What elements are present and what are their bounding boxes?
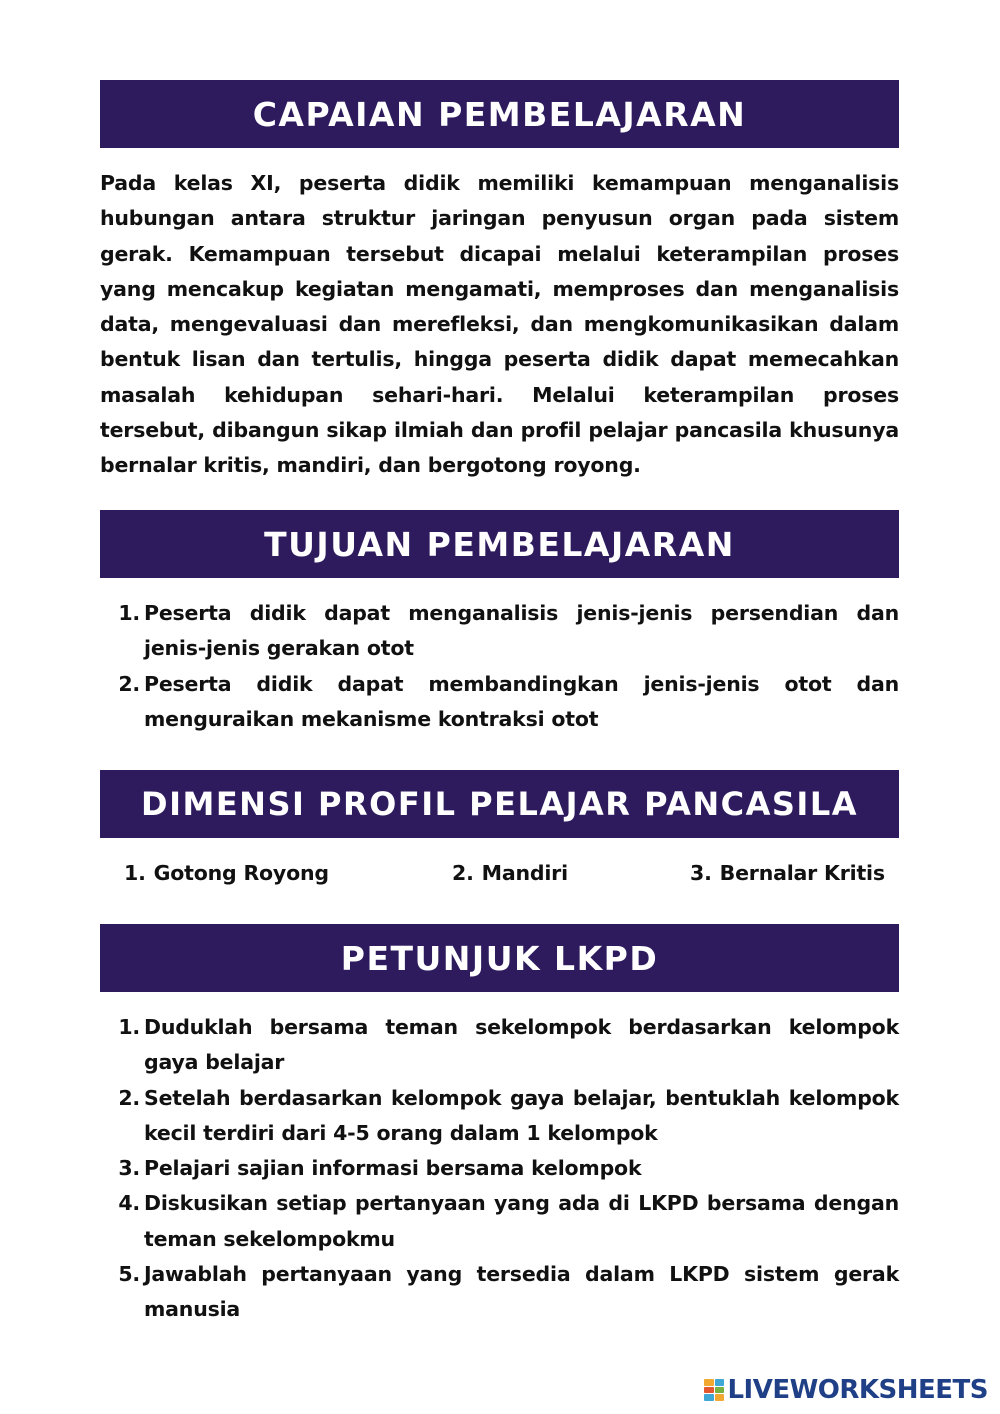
dimensi-title: DIMENSI PROFIL PELAJAR PANCASILA	[141, 785, 858, 823]
dimensi-item-number: 1.	[124, 861, 146, 885]
dimensi-item-number: 2.	[452, 861, 474, 885]
tujuan-title: TUJUAN PEMBELAJARAN	[264, 524, 735, 564]
list-item-number: 2.	[118, 671, 140, 696]
list-item	[100, 667, 899, 738]
dimensi-item	[124, 856, 329, 891]
capaian-body: Pada kelas XI, peserta didik memiliki kemampuan menganalisis hubungan antara struktur jaringan penyusun organ pada sistem gerak. Kemampuan tersebut dicapai melalui keterampilan proses yang mencakup kegiatan mengamati, memproses dan menganalisis data, mengevaluasi dan merefleksi, dan mengkomunikasikan dalam bentuk lisan dan tertulis, hingga peserta didik dapat memecahkan masalah kehidupan sehari-hari. Melalui keterampilan proses tersebut, dibangun sikap ilmiah dan profil pelajar pancasila khusunya bernalar kritis, mandiri, dan bergotong royong.	[100, 171, 899, 478]
list-item	[100, 1257, 899, 1328]
list-item-text: Pelajari sajian informasi bersama kelompok	[144, 1156, 642, 1181]
tujuan-list	[100, 596, 899, 737]
liveworksheets-logo-icon	[704, 1379, 724, 1401]
dimensi-item-text: Gotong Royong	[153, 861, 329, 885]
capaian-title: CAPAIAN PEMBELAJARAN	[252, 94, 747, 134]
liveworksheets-logo[interactable]	[704, 1374, 988, 1406]
list-item-number: 3.	[118, 1156, 140, 1181]
petunjuk-title: PETUNJUK LKPD	[340, 938, 659, 978]
dimensi-item	[452, 856, 568, 891]
list-item-text: Setelah berdasarkan kelompok gaya belajar, bentuklah kelompok kecil terdiri dari 4-5 orang dalam 1 kelompok	[144, 1085, 899, 1145]
list-item-text: Duduklah bersama teman sekelompok berdasarkan kelompok gaya belajar	[144, 1015, 899, 1075]
petunjuk-banner	[100, 924, 899, 992]
list-item-number: 5.	[118, 1262, 140, 1287]
logo-text: LIVEWORKSHEETS	[727, 1375, 988, 1405]
dimensi-item-number: 3.	[690, 861, 712, 885]
tujuan-banner	[100, 510, 899, 578]
list-item-number: 4.	[118, 1191, 140, 1216]
list-item-number: 1.	[118, 601, 140, 625]
list-item	[100, 1186, 899, 1257]
dimensi-item-text: Bernalar Kritis	[719, 861, 885, 885]
dimensi-banner	[100, 770, 899, 838]
dimensi-item-text: Mandiri	[481, 861, 568, 885]
list-item-text: Peserta didik dapat menganalisis jenis-jenis persendian dan jenis-jenis gerakan otot	[144, 601, 899, 661]
list-item	[100, 1010, 899, 1081]
list-item-number: 2.	[118, 1085, 140, 1110]
dimensi-item	[690, 856, 885, 891]
list-item-text: Jawablah pertanyaan yang tersedia dalam LKPD sistem gerak manusia	[144, 1262, 899, 1322]
list-item	[100, 1151, 899, 1186]
list-item-text: Diskusikan setiap pertanyaan yang ada di LKPD bersama dengan teman sekelompokmu	[144, 1191, 899, 1251]
list-item	[100, 596, 899, 667]
list-item-text: Peserta didik dapat membandingkan jenis-jenis otot dan menguraikan mekanisme kontraksi otot	[144, 671, 899, 731]
capaian-banner	[100, 80, 899, 148]
list-item	[100, 1081, 899, 1152]
petunjuk-list	[100, 1010, 899, 1328]
list-item-number: 1.	[118, 1015, 140, 1039]
